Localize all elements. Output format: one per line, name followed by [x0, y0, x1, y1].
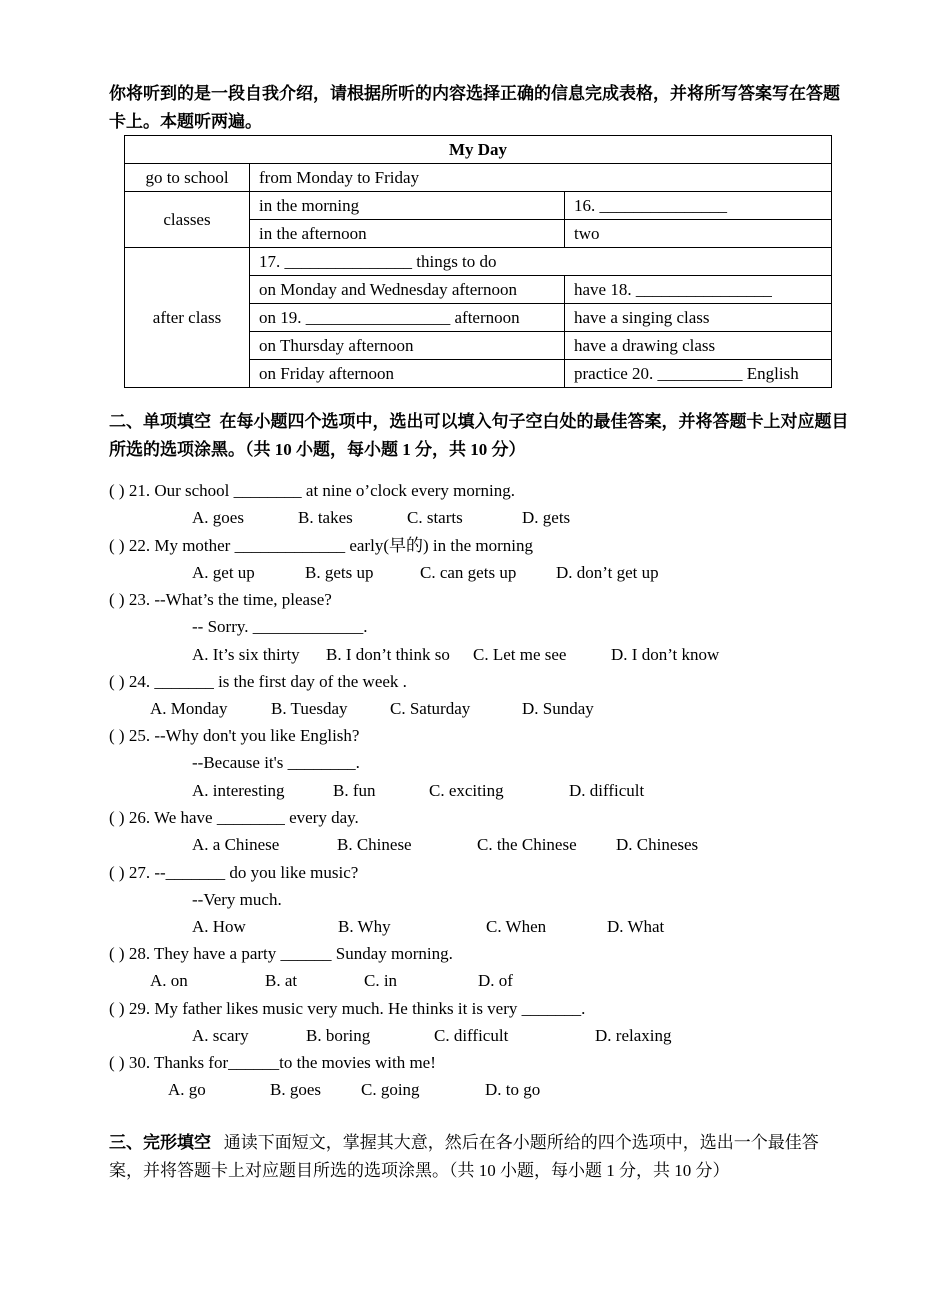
table-cell: go to school	[125, 164, 250, 192]
table-cell: have a singing class	[565, 304, 832, 332]
question-28: ( ) 28. They have a party ______ Sunday morning.	[109, 944, 453, 963]
table-cell: from Monday to Friday	[250, 164, 832, 192]
answer-cell-20: practice 20. __________ English	[565, 360, 832, 388]
option-26-a: A. a Chinese	[192, 835, 280, 854]
table-cell: in the morning	[250, 192, 565, 220]
question-23: ( ) 23. --What’s the time, please?	[109, 590, 332, 609]
option-30-d: D. to go	[485, 1080, 541, 1099]
table-cell: on Monday and Wednesday afternoon	[250, 276, 565, 304]
question-24: ( ) 24. _______ is the first day of the week .	[109, 672, 407, 691]
table-title: My Day	[125, 136, 832, 164]
table-row-label-classes: classes	[125, 192, 250, 248]
option-27-b: B. Why	[338, 917, 391, 936]
option-27-c: C. When	[486, 917, 547, 936]
answer-cell-18: have 18. ________________	[565, 276, 832, 304]
option-21-d: D. gets	[522, 508, 571, 527]
table-cell: two	[565, 220, 832, 248]
option-27-d: D. What	[607, 917, 665, 936]
table-cell: have a drawing class	[565, 332, 832, 360]
section-2-text: 在每小题四个选项中，选出可以填入句子空白处的最佳答案，并将答题卡上对应题目所选的选项涂黑。（共 10 小题，每小题 1 分，共 10 分）	[109, 412, 849, 459]
my-day-table	[124, 135, 832, 388]
question-23-reply: -- Sorry. _____________.	[192, 617, 368, 636]
section-2-instructions	[109, 408, 849, 464]
option-21-a: A. goes	[192, 508, 244, 527]
question-21: ( ) 21. Our school ________ at nine o’clock every morning.	[109, 481, 516, 500]
option-29-a: A. scary	[192, 1026, 249, 1045]
question-25: ( ) 25. --Why don't you like English?	[109, 726, 360, 745]
table-cell: on Thursday afternoon	[250, 332, 565, 360]
option-30-b: B. goes	[270, 1080, 321, 1099]
option-22-c: C. can gets up	[420, 563, 517, 582]
question-22: ( ) 22. My mother _____________ early(早的) in the morning	[109, 536, 533, 555]
option-24-a: A. Monday	[150, 699, 228, 718]
option-23-a: A. It’s six thirty	[192, 645, 300, 664]
answer-cell-19: on 19. _________________ afternoon	[250, 304, 565, 332]
answer-cell-16: 16. _______________	[565, 192, 832, 220]
option-26-c: C. the Chinese	[477, 835, 577, 854]
option-29-b: B. boring	[306, 1026, 371, 1045]
option-23-c: C. Let me see	[473, 645, 567, 664]
option-28-a: A. on	[150, 971, 188, 990]
option-25-b: B. fun	[333, 781, 376, 800]
table-cell: on Friday afternoon	[250, 360, 565, 388]
table-row-label-after-class: after class	[125, 248, 250, 388]
option-28-d: D. of	[478, 971, 513, 990]
option-25-a: A. interesting	[192, 781, 285, 800]
option-24-b: B. Tuesday	[271, 699, 348, 718]
section-3-heading: 三、完形填空	[109, 1133, 211, 1152]
option-23-b: B. I don’t think so	[326, 645, 450, 664]
option-30-a: A. go	[168, 1080, 206, 1099]
option-26-b: B. Chinese	[337, 835, 412, 854]
question-25-reply: --Because it's ________.	[192, 753, 360, 772]
option-24-c: C. Saturday	[390, 699, 471, 718]
option-28-c: C. in	[364, 971, 398, 990]
option-23-d: D. I don’t know	[611, 645, 720, 664]
option-22-a: A. get up	[192, 563, 255, 582]
question-27-reply: --Very much.	[192, 890, 282, 909]
answer-cell-17: 17. _______________ things to do	[250, 248, 832, 276]
option-25-d: D. difficult	[569, 781, 645, 800]
section-3-instructions	[109, 1129, 849, 1185]
question-30: ( ) 30. Thanks for______to the movies with me!	[109, 1053, 436, 1072]
option-26-d: D. Chineses	[616, 835, 699, 854]
option-21-c: C. starts	[407, 508, 463, 527]
question-27: ( ) 27. --_______ do you like music?	[109, 863, 359, 882]
option-29-d: D. relaxing	[595, 1026, 672, 1045]
listening-instructions: 你将听到的是一段自我介绍，请根据所听的内容选择正确的信息完成表格，并将所写答案写在答题卡上。本题听两遍。	[109, 84, 840, 131]
option-30-c: C. going	[361, 1080, 420, 1099]
option-25-c: C. exciting	[429, 781, 504, 800]
table-cell: in the afternoon	[250, 220, 565, 248]
option-22-d: D. don’t get up	[556, 563, 659, 582]
section-2-heading: 二、单项填空	[109, 412, 211, 431]
question-26: ( ) 26. We have ________ every day.	[109, 808, 359, 827]
option-28-b: B. at	[265, 971, 298, 990]
option-27-a: A. How	[192, 917, 246, 936]
option-22-b: B. gets up	[305, 563, 374, 582]
section-3-text: 通读下面短文，掌握其大意，然后在各小题所给的四个选项中，选出一个最佳答案，并将答题卡上对应题目所选的选项涂黑。（共 10 小题，每小题 1 分，共 10 分）	[109, 1133, 819, 1180]
option-21-b: B. takes	[298, 508, 353, 527]
option-24-d: D. Sunday	[522, 699, 594, 718]
option-29-c: C. difficult	[434, 1026, 509, 1045]
question-29: ( ) 29. My father likes music very much. He thinks it is very _______.	[109, 999, 586, 1018]
